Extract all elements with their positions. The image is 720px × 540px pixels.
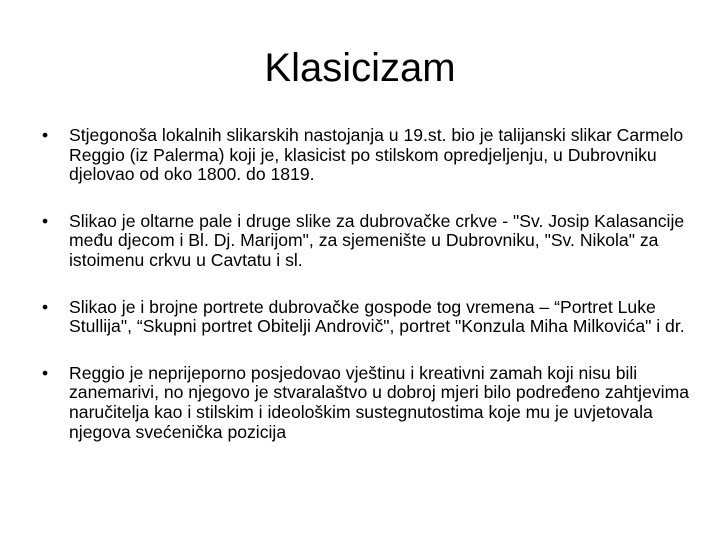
bullet-marker: • [42,210,49,231]
bullet-marker: • [42,362,49,383]
bullet-item [36,364,696,442]
slide-title: Klasicizam [264,46,456,90]
bullet-text: Reggio je neprijeporno posjedovao vještinu i kreativni zamah koji nisu bili zanemarivi, no njegovo je stvaralaštvo u dobroj mjeri bilo podređeno zahtjevima naručitelja kao i stilskim i ideološkim sustegnutostima koje mu je uvjetovala njegova svećenička pozicija [69,362,690,442]
bullet-item [36,212,696,271]
bullet-marker: • [42,125,49,145]
bullet-text: Slikao je i brojne portrete dubrovačke gospode tog vremena – “Portret Luke Stullija", “Skupni portret Obitelji Androvič", portret "Konzula Miha Milkovića" i dr. [69,296,685,337]
bullet-text: Stjegonoša lokalnih slikarskih nastojanja u 19.st. bio je talijanski slikar Carmelo Reggio (iz Palerma) koji je, klasicist po stilskom opredjeljenju, u Dubrovniku djelovao od oko 1800. do 1819. [69,125,684,185]
bullet-item [36,298,696,337]
bullet-marker: • [42,296,49,317]
bullet-text: Slikao je oltarne pale i druge slike za dubrovačke crkve - "Sv. Josip Kalasancije među djecom i Bl. Dj. Marijom", za sjemenište u Dubrovniku, "Sv. Nikola" za istoimenu crkvu u Cavtatu i sl. [69,210,685,270]
bullet-item [36,126,696,185]
bullet-list [36,126,696,442]
